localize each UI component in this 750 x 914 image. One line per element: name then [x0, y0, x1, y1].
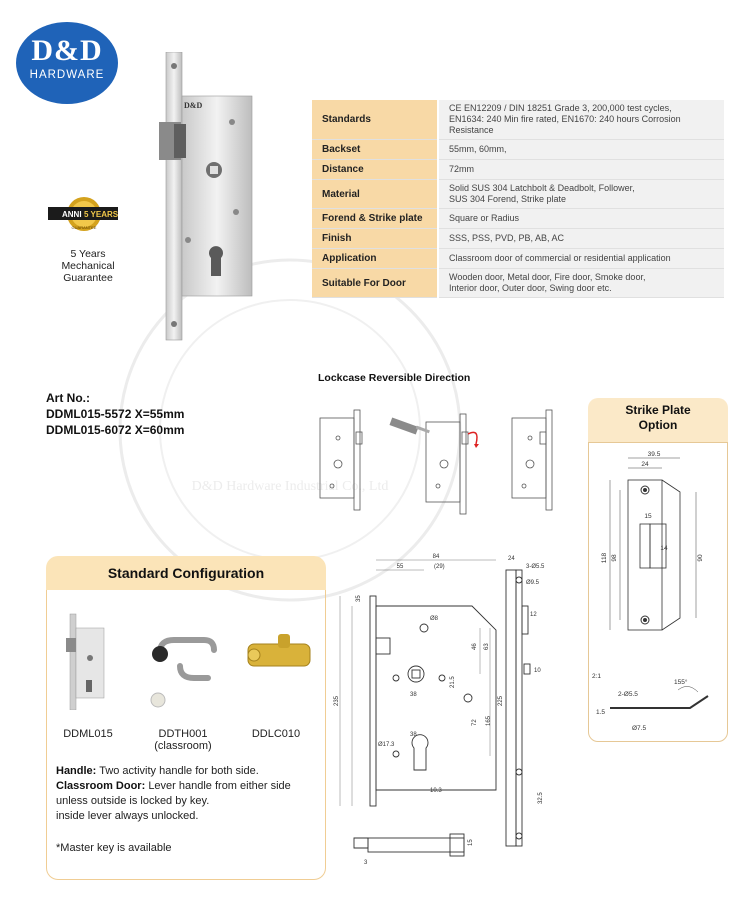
spec-value — [438, 209, 724, 229]
spec-value — [438, 229, 724, 249]
dim-72: 72 — [472, 719, 478, 726]
dim-55: 55 — [396, 564, 404, 570]
lockcase-technical-drawing — [330, 546, 590, 886]
watermark-text: D&D Hardware Industrial Co., Ltd — [191, 479, 389, 494]
strike-title-2: Option — [638, 418, 678, 432]
spec-value — [438, 269, 724, 298]
spec-row — [312, 209, 724, 229]
reversible-title: Lockcase Reversible Direction — [318, 372, 471, 384]
medal-years: 5 YEARS — [84, 210, 118, 219]
dim-165: 165 — [486, 715, 492, 726]
logo-subtitle: HARDWARE — [29, 69, 105, 81]
standard-config-items — [52, 600, 322, 710]
spec-value-line: SSS, PSS, PVD, PB, AB, AC — [449, 233, 565, 243]
lockcase-product-image — [156, 52, 256, 342]
dim-46: 46 — [472, 643, 478, 650]
item-handle-code: DDTH001 — [158, 728, 208, 740]
dim-90: 90 — [697, 554, 704, 562]
rotate-arrow-icon — [468, 432, 477, 444]
dim-63: 63 — [484, 643, 490, 650]
spec-value-line: CE EN12209 / DIN 18251 Grade 3, 200,000 test cycles, — [449, 103, 672, 113]
spec-key: Forend & Strike plate — [312, 209, 438, 229]
guarantee-medal-icon — [48, 196, 118, 232]
dim-235: 235 — [334, 695, 340, 706]
spec-key: Material — [312, 180, 438, 209]
spec-value-line: SUS 304 Forend, Strike plate — [449, 194, 567, 204]
lockcase-outline-3 — [512, 410, 552, 510]
art-line-2: DDML015-6072 X=60mm — [46, 423, 185, 437]
dim-35: 35 — [356, 595, 362, 602]
article-numbers — [46, 390, 184, 438]
item-cylinder-label: DDLC010 — [251, 728, 301, 740]
spec-value — [438, 249, 724, 269]
art-line-1: DDML015-5572 X=55mm — [46, 407, 185, 421]
strike-plate-header — [588, 398, 728, 442]
spec-row — [312, 229, 724, 249]
dim-3: 3 — [364, 860, 368, 866]
detail-thickness: 1.5 — [596, 709, 606, 716]
spec-row — [312, 100, 724, 140]
medal-guarantee: GUARANTEE — [71, 225, 97, 230]
reversible-diagram — [318, 408, 570, 516]
item-handle-label — [138, 728, 228, 752]
dim-39-5: 39.5 — [647, 451, 661, 458]
dim-14: 14 — [660, 545, 668, 552]
dim-24: 24 — [641, 461, 649, 468]
dim-225: 225 — [498, 695, 504, 706]
dim-15: 15 — [644, 513, 652, 520]
spec-row — [312, 140, 724, 160]
standard-config-header: Standard Configuration — [46, 556, 326, 590]
screwdriver-icon — [389, 417, 429, 434]
handle-note-label: Handle: — [56, 765, 97, 777]
art-title: Art No.: — [46, 391, 90, 405]
guarantee-line1: 5 Years — [70, 248, 106, 260]
detail-hole: 2-Ø5.5 — [618, 691, 638, 698]
door-note-line3: inside lever always unlocked. — [56, 810, 199, 822]
master-key-note: *Master key is available — [56, 842, 172, 854]
dim-15b: 15 — [468, 839, 474, 846]
spec-row — [312, 249, 724, 269]
strike-title: Strike Plate — [625, 403, 691, 417]
door-note-line2: unless outside is locked by key. — [56, 795, 210, 807]
spec-value-line: 55mm, 60mm, — [449, 144, 507, 154]
spec-key: Application — [312, 249, 438, 269]
detail-scale: 2:1 — [592, 673, 602, 680]
lever-handle-icon — [160, 640, 214, 678]
dim-118: 118 — [601, 552, 608, 564]
dim-8: Ø8 — [430, 616, 439, 622]
medal-anni: ANNI — [62, 210, 82, 219]
lockcase-thumb-icon — [66, 614, 104, 710]
spec-value-line: Wooden door, Metal door, Fire door, Smoke door, — [449, 272, 646, 282]
dim-9-5: Ø9.5 — [526, 580, 540, 586]
spec-key: Distance — [312, 160, 438, 180]
lockcase-outline-2 — [426, 414, 468, 514]
dim-29: (29) — [434, 564, 445, 570]
spec-key: Backset — [312, 140, 438, 160]
logo-brand: D&D — [31, 34, 103, 67]
spec-value-line: Square or Radius — [449, 213, 520, 223]
lockcase-outline-1 — [320, 410, 362, 510]
dim-98: 98 — [611, 554, 618, 562]
spec-key: Finish — [312, 229, 438, 249]
spec-key: Standards — [312, 100, 438, 140]
product-stamp: D&D — [184, 101, 203, 110]
spec-value — [438, 180, 724, 209]
cylinder-icon — [248, 634, 310, 666]
config-notes — [56, 764, 328, 824]
dim-21-5: 21.5 — [450, 676, 456, 688]
spec-value-line: 72mm — [449, 164, 475, 174]
spec-value — [438, 160, 724, 180]
detail-countersink: Ø7.5 — [632, 725, 647, 732]
spec-row — [312, 160, 724, 180]
spec-value-line: Solid SUS 304 Latchbolt & Deadbolt, Follower, — [449, 183, 635, 193]
spec-value-line: Classroom door of commercial or residential application — [449, 253, 671, 263]
dim-84: 84 — [432, 554, 440, 560]
spec-value — [438, 100, 724, 140]
spec-value-line: Interior door, Outer door, Swing door etc. — [449, 283, 612, 293]
spec-value — [438, 140, 724, 160]
dim-17-3: Ø17.3 — [378, 742, 395, 748]
door-note-label: Classroom Door: — [56, 780, 146, 792]
detail-angle: 155° — [674, 679, 688, 686]
dim-38: 38 — [410, 732, 417, 738]
handle-note-text: Two activity handle for both side. — [99, 765, 259, 777]
dim-12: 12 — [530, 612, 537, 618]
door-note-text: Lever handle from either side — [148, 780, 291, 792]
spec-row — [312, 180, 724, 209]
brand-logo — [16, 22, 118, 104]
strike-plate-drawing — [588, 442, 728, 742]
spec-table — [312, 100, 724, 298]
guarantee-line3: Guarantee — [63, 272, 113, 284]
dim-24b: 24 — [508, 556, 515, 562]
dim-38b: 38 — [410, 692, 417, 698]
guarantee-line2: Mechanical — [61, 260, 115, 272]
item-lockcase-label: DDML015 — [63, 728, 113, 740]
dim-10-3: 10.3 — [430, 788, 442, 794]
guarantee-caption — [40, 248, 136, 284]
dim-10: 10 — [534, 668, 541, 674]
dim-32-5: 32.5 — [538, 792, 544, 804]
spec-row — [312, 269, 724, 298]
spec-key: Suitable For Door — [312, 269, 438, 298]
dim-3-holes: 3-Ø5.5 — [526, 564, 545, 570]
item-handle-sub: (classroom) — [154, 740, 212, 752]
spec-value-line: EN1634: 240 Min fire rated, EN1670: 240 hours Corrosion Resistance — [449, 114, 681, 135]
